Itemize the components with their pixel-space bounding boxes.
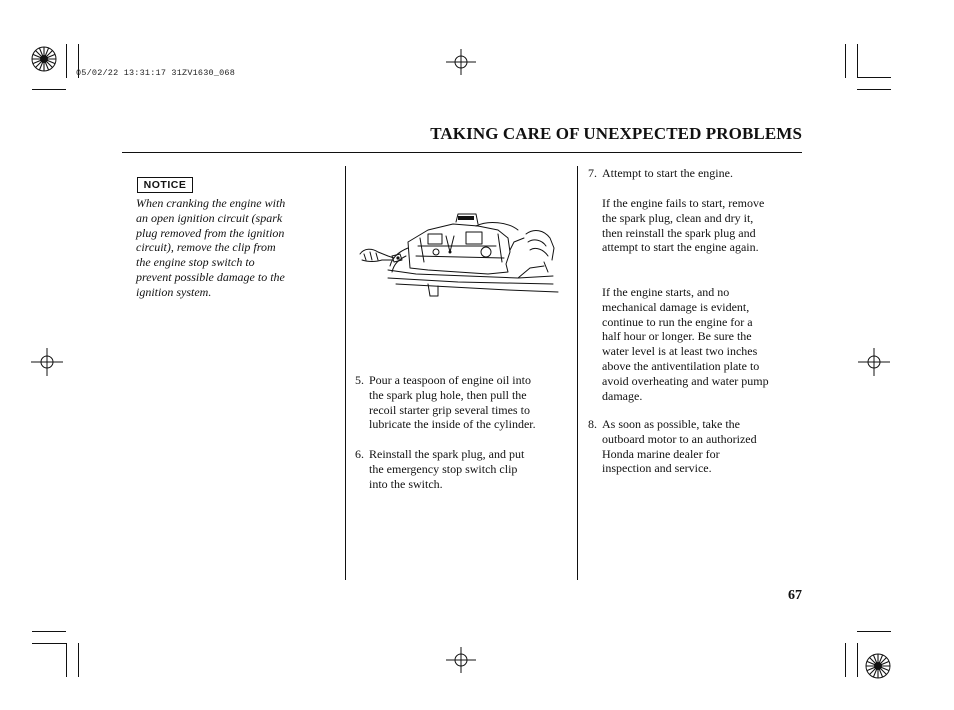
paragraph-line: above the antiventilation plate to <box>602 358 760 373</box>
print-stamp: 05/02/22 13:31:17 31ZV1630_068 <box>76 68 236 78</box>
step-text <box>602 417 757 476</box>
paragraph-line: attempt to start the engine again. <box>602 240 759 255</box>
notice-line: an open ignition circuit (spark <box>136 210 283 225</box>
step-line: the emergency stop switch clip <box>369 461 518 476</box>
registration-sunburst-icon <box>864 652 892 680</box>
crop-mark <box>857 44 858 78</box>
step-text <box>369 447 524 491</box>
notice-line: ignition system. <box>136 284 212 299</box>
paragraph-line: mechanical damage is evident, <box>602 299 750 314</box>
step-text <box>369 373 536 432</box>
paragraph-line: the spark plug, clean and dry it, <box>602 210 754 225</box>
paragraph-line: continue to run the engine for a <box>602 314 753 329</box>
section-title: TAKING CARE OF UNEXPECTED PROBLEMS <box>430 124 802 143</box>
step-text: Attempt to start the engine. <box>602 166 733 180</box>
crop-mark <box>845 643 846 677</box>
paragraph-line: If the engine starts, and no <box>602 285 730 299</box>
notice-line: the engine stop switch to <box>136 255 255 270</box>
crop-mark <box>32 631 66 632</box>
notice-line: circuit), remove the clip from <box>136 240 276 255</box>
header-rule <box>122 152 802 153</box>
paragraph-line: water level is at least two inches <box>602 344 758 359</box>
paragraph-line: half hour or longer. Be sure the <box>602 329 752 344</box>
step-line: inspection and service. <box>602 461 712 476</box>
crop-mark <box>66 44 67 78</box>
crop-mark <box>857 631 891 632</box>
paragraph-engine-fails <box>602 196 802 255</box>
notice-line: prevent possible damage to the <box>136 269 285 284</box>
step-5 <box>355 373 575 435</box>
page-number: 67 <box>788 588 802 603</box>
registration-crosshair-icon <box>446 647 476 673</box>
paragraph-line: avoid overheating and water pump <box>602 373 769 388</box>
step-line: lubricate the inside of the cylinder. <box>369 417 536 432</box>
step-7 <box>588 166 803 182</box>
registration-crosshair-icon <box>446 49 476 75</box>
registration-crosshair-icon <box>858 348 890 376</box>
step-line: Pour a teaspoon of engine oil into <box>369 373 531 387</box>
paragraph-line: then reinstall the spark plug and <box>602 225 756 240</box>
column-divider <box>577 166 578 580</box>
step-line: outboard motor to an authorized <box>602 431 757 446</box>
step-line: As soon as possible, take the <box>602 417 740 431</box>
registration-sunburst-icon <box>30 45 58 73</box>
engine-spark-plug-illustration <box>358 212 563 304</box>
notice-line: plug removed from the ignition <box>136 225 285 240</box>
crop-mark <box>857 77 891 78</box>
crop-mark <box>857 643 858 677</box>
step-line: the spark plug hole, then pull the <box>369 387 527 402</box>
notice-line: When cranking the engine with <box>136 196 286 210</box>
step-6 <box>355 447 575 495</box>
crop-mark <box>66 643 67 677</box>
step-line: Honda marine dealer for <box>602 446 720 461</box>
crop-mark <box>857 89 891 90</box>
crop-mark <box>32 89 66 90</box>
paragraph-line: damage. <box>602 388 643 403</box>
step-number: 5. <box>355 373 364 387</box>
step-line: into the switch. <box>369 476 443 491</box>
column-divider <box>345 166 346 580</box>
crop-mark <box>32 643 66 644</box>
notice-badge: NOTICE <box>137 177 193 193</box>
crop-mark <box>78 643 79 677</box>
paragraph-line: If the engine fails to start, remove <box>602 196 765 210</box>
step-number: 7. <box>588 166 597 180</box>
step-number: 8. <box>588 417 597 431</box>
step-line: recoil starter grip several times to <box>369 402 530 417</box>
step-number: 6. <box>355 447 364 461</box>
notice-text <box>136 196 326 300</box>
step-8 <box>588 417 803 479</box>
crop-mark <box>845 44 846 78</box>
paragraph-engine-starts <box>602 285 802 403</box>
registration-crosshair-icon <box>31 348 63 376</box>
step-line: Reinstall the spark plug, and put <box>369 447 525 461</box>
